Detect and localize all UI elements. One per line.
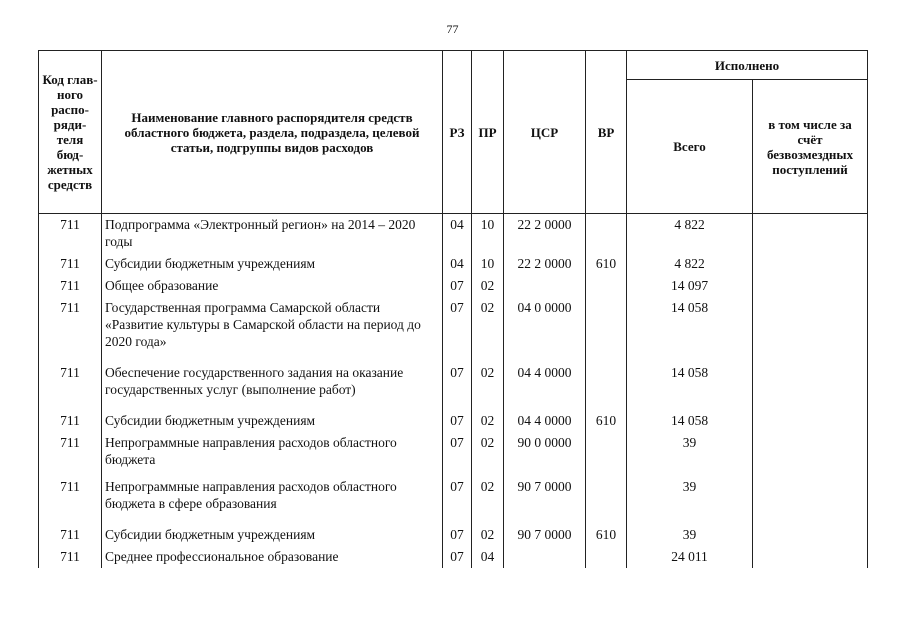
cell-rz: 07 [443,275,472,297]
cell-rz: 07 [443,297,472,362]
cell-rz: 07 [443,432,472,476]
cell-name: Субсидии бюджетным учреждениям [102,253,443,275]
cell-vr [586,214,627,254]
cell-total: 14 058 [627,362,753,410]
cell-code: 711 [39,297,102,362]
cell-csr: 22 2 0000 [504,214,586,254]
cell-free [753,410,868,432]
table-row [39,476,868,524]
cell-code: 711 [39,362,102,410]
table-row [39,253,868,275]
cell-total: 14 058 [627,297,753,362]
cell-name: Общее образование [102,275,443,297]
cell-vr: 610 [586,253,627,275]
header-code: Код глав-ного распо-ряди-теля бюд-жетных средств [39,51,102,214]
cell-name: Непрограммные направления расходов областного бюджета в сфере образования [102,476,443,524]
cell-vr [586,362,627,410]
cell-pr: 04 [472,546,504,568]
cell-code: 711 [39,410,102,432]
header-row-top [39,51,868,80]
header-vr: ВР [586,51,627,214]
header-executed: Исполнено [627,51,868,80]
cell-free [753,275,868,297]
cell-csr: 90 7 0000 [504,524,586,546]
budget-table [38,50,868,568]
cell-pr: 02 [472,410,504,432]
cell-vr [586,476,627,524]
cell-vr: 610 [586,524,627,546]
cell-pr: 02 [472,476,504,524]
table-row [39,275,868,297]
cell-rz: 07 [443,362,472,410]
table-row [39,546,868,568]
cell-vr [586,297,627,362]
cell-total: 4 822 [627,253,753,275]
cell-total: 39 [627,476,753,524]
cell-name: Государственная программа Самарской области «Развитие культуры в Самарской области на период до 2020 года» [102,297,443,362]
table-row [39,410,868,432]
cell-csr: 90 7 0000 [504,476,586,524]
table-row [39,524,868,546]
cell-free [753,297,868,362]
cell-rz: 04 [443,253,472,275]
cell-free [753,432,868,476]
table-row [39,214,868,254]
header-csr: ЦСР [504,51,586,214]
cell-name: Обеспечение государственного задания на оказание государственных услуг (выполнение работ) [102,362,443,410]
cell-total: 39 [627,432,753,476]
page-number: 77 [446,22,459,36]
cell-total: 14 097 [627,275,753,297]
cell-free [753,214,868,254]
cell-csr [504,546,586,568]
cell-pr: 02 [472,297,504,362]
cell-csr: 90 0 0000 [504,432,586,476]
cell-csr: 04 4 0000 [504,362,586,410]
cell-code: 711 [39,524,102,546]
cell-rz: 07 [443,410,472,432]
cell-pr: 02 [472,432,504,476]
cell-free [753,362,868,410]
cell-name: Подпрограмма «Электронный регион» на 2014 – 2020 годы [102,214,443,254]
cell-total: 4 822 [627,214,753,254]
cell-name: Среднее профессиональное образование [102,546,443,568]
cell-pr: 10 [472,214,504,254]
header-rz: РЗ [443,51,472,214]
cell-name: Субсидии бюджетным учреждениям [102,524,443,546]
cell-rz: 07 [443,524,472,546]
cell-rz: 04 [443,214,472,254]
table-row [39,362,868,410]
cell-csr: 22 2 0000 [504,253,586,275]
cell-vr [586,275,627,297]
cell-pr: 02 [472,362,504,410]
cell-total: 24 011 [627,546,753,568]
cell-name: Субсидии бюджетным учреждениям [102,410,443,432]
table-body [39,214,868,569]
cell-total: 14 058 [627,410,753,432]
cell-vr: 610 [586,410,627,432]
cell-csr: 04 0 0000 [504,297,586,362]
cell-name: Непрограммные направления расходов областного бюджета [102,432,443,476]
cell-pr: 02 [472,275,504,297]
table-row [39,297,868,362]
cell-code: 711 [39,275,102,297]
cell-total: 39 [627,524,753,546]
cell-csr [504,275,586,297]
cell-rz: 07 [443,546,472,568]
cell-code: 711 [39,253,102,275]
header-free: в том числе за счёт безвозмездных поступлений [753,80,868,214]
cell-free [753,524,868,546]
cell-free [753,253,868,275]
header-name: Наименование главного распорядителя средств областного бюджета, раздела, подраздела, целевой статьи, подгруппы видов расходов [102,51,443,214]
cell-free [753,546,868,568]
cell-csr: 04 4 0000 [504,410,586,432]
cell-pr: 10 [472,253,504,275]
cell-vr [586,546,627,568]
cell-pr: 02 [472,524,504,546]
cell-vr [586,432,627,476]
header-total: Всего [627,80,753,214]
cell-code: 711 [39,214,102,254]
cell-code: 711 [39,476,102,524]
table-row [39,432,868,476]
cell-rz: 07 [443,476,472,524]
cell-code: 711 [39,432,102,476]
cell-code: 711 [39,546,102,568]
cell-free [753,476,868,524]
header-pr: ПР [472,51,504,214]
